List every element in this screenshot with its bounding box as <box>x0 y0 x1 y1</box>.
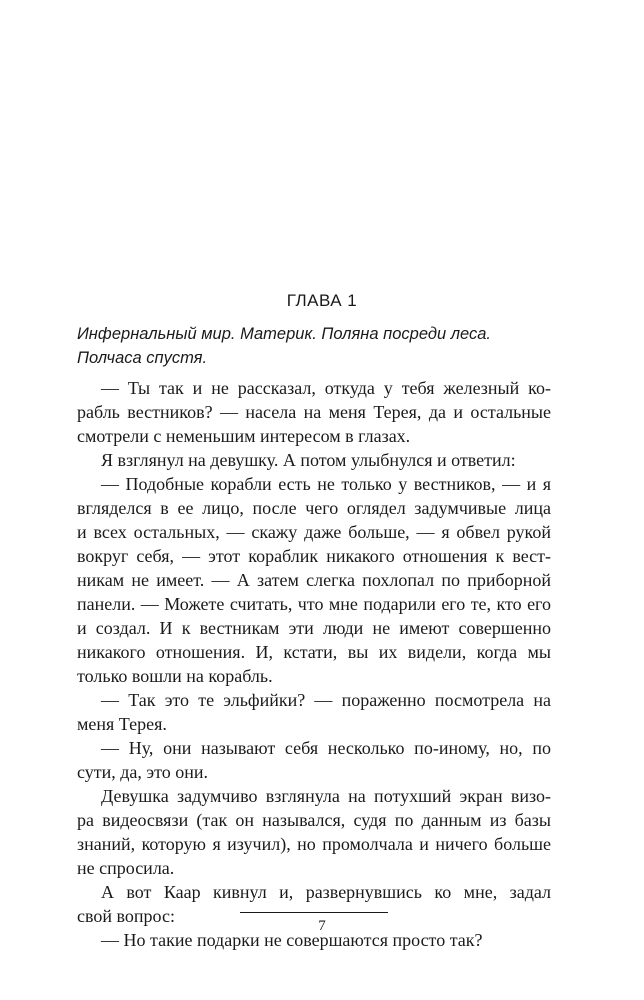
text-line: и создал. И к вестникам эти люди не имеют совершенно <box>77 618 551 638</box>
text-line: панели. — Можете считать, что мне подарили его те, кто его <box>77 594 551 614</box>
text-line: вокруг себя, — этот кораблик никакого отношения к вест- <box>77 546 551 566</box>
text-line: знаний, которую я изучил), но промолчала и ничего больше <box>77 834 551 854</box>
chapter-epigraph <box>77 322 557 370</box>
chapter-body-text <box>77 376 551 952</box>
text-line: и всех остальных, — скажу даже больше, — я обвел рукой <box>77 522 551 542</box>
paragraph <box>77 376 551 448</box>
text-line: свой вопрос: <box>77 906 175 926</box>
paragraph <box>77 784 551 880</box>
paragraph <box>77 448 551 472</box>
text-line: — Но такие подарки не совершаются просто так? <box>101 930 483 950</box>
text-line: А вот Каар кивнул и, развернувшись ко мне, задал <box>101 882 551 902</box>
text-line: меня Терея. <box>77 714 167 734</box>
chapter-title: ГЛАВА 1 <box>286 291 358 310</box>
text-line: никам не имеет. — А затем слегка похлопал по приборной <box>77 570 551 590</box>
text-line: — Подобные корабли есть не только у вестников, — и я <box>101 474 551 494</box>
text-line: не спросила. <box>77 858 175 878</box>
text-line: Девушка задумчиво взглянула на потухший экран визо- <box>101 786 551 806</box>
page-number: 7 <box>318 918 326 934</box>
text-line: — Ну, они называют себя несколько по-иному, но, по <box>101 738 551 758</box>
text-line: — Ты так и не рассказал, откуда у тебя железный ко- <box>101 378 551 398</box>
text-line: Я взглянул на девушку. А потом улыбнулся и ответил: <box>101 450 516 470</box>
text-line: смотрели с неменьшим интересом в глазах. <box>77 426 411 446</box>
text-line: вгляделся в ее лицо, после чего оглядел задумчивые лица <box>77 498 551 518</box>
footer-divider <box>240 912 388 913</box>
text-line: сути, да, это они. <box>77 762 209 782</box>
paragraph <box>77 736 551 784</box>
paragraph <box>77 688 551 736</box>
text-line: — Так это те эльфийки? — пораженно посмотрела на <box>101 690 551 710</box>
epigraph-line: Полчаса спустя. <box>77 349 208 367</box>
text-line: рабль вестников? — насела на меня Терея, да и остальные <box>77 402 551 422</box>
epigraph-line: Инфернальный мир. Материк. Поляна посреди леса. <box>77 325 492 343</box>
paragraph <box>77 472 551 688</box>
text-line: никакого отношения. И, кстати, вы их видели, когда мы <box>77 642 551 662</box>
text-line: ра видеосвязи (так он назывался, судя по данным из базы <box>77 810 551 830</box>
text-line: только вошли на корабль. <box>77 666 273 686</box>
